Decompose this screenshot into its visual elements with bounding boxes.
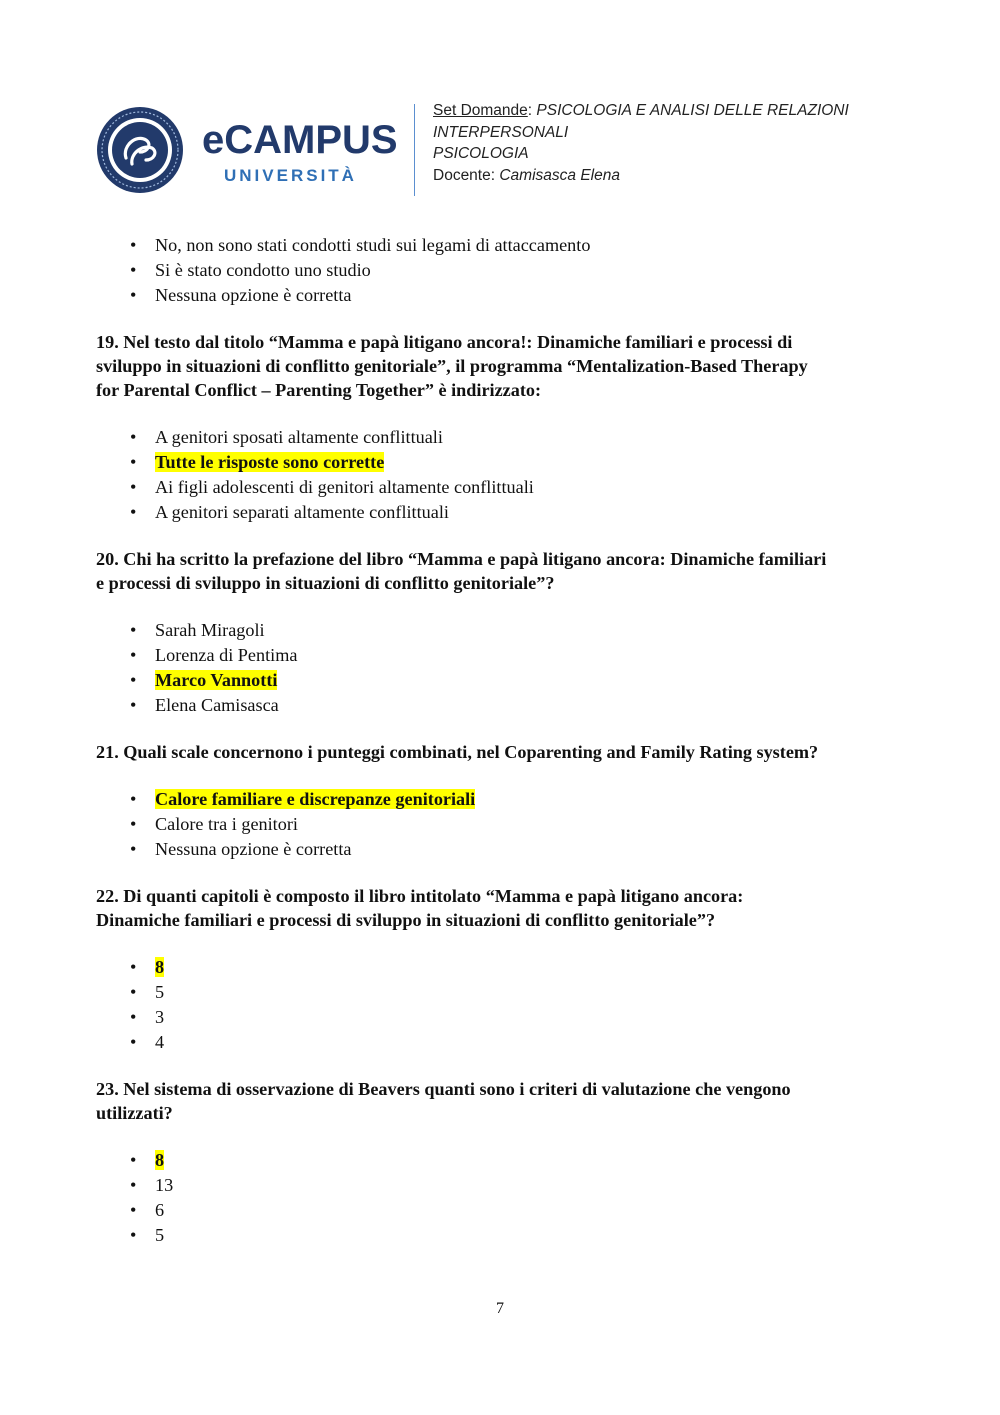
question-content <box>96 233 916 1248</box>
set-line-1: Set Domande: PSICOLOGIA E ANALISI DELLE RELAZIONI <box>433 102 849 119</box>
logo-sub-text: UNIVERSITÀ <box>224 166 357 185</box>
answer-option <box>96 693 916 718</box>
set-label: Set Domande <box>433 102 528 119</box>
answer-option <box>96 643 916 668</box>
question-line: 20. Chi ha scritto la prefazione del libro “Mamma e papà litigano ancora: Dinamiche familiari <box>96 549 827 569</box>
question-line: utilizzati? <box>96 1103 173 1123</box>
correct-answer-text: 8 <box>155 957 165 977</box>
correct-answer-text: Marco Vannotti <box>155 670 278 690</box>
options-21 <box>96 787 916 862</box>
answer-option-correct <box>96 1148 916 1173</box>
answer-option <box>96 980 916 1005</box>
answer-option-correct <box>96 787 916 812</box>
answer-text: A genitori sposati altamente conflittuali <box>155 427 443 447</box>
answer-option <box>96 283 916 308</box>
set-title-line1: PSICOLOGIA E ANALISI DELLE RELAZIONI <box>536 102 849 119</box>
correct-answer-text: 8 <box>155 1150 165 1170</box>
header-info <box>433 100 913 186</box>
question-22 <box>96 884 916 932</box>
ecampus-logo <box>202 118 402 188</box>
set-title-line2: INTERPERSONALI <box>433 123 569 141</box>
question-line: 23. Nel sistema di osservazione di Beavers quanti sono i criteri di valutazione che vengono <box>96 1079 791 1099</box>
correct-answer-text: Calore familiare e discrepanze genitoriali <box>155 789 476 809</box>
answer-option <box>96 233 916 258</box>
answer-text: 13 <box>155 1175 174 1195</box>
header-divider <box>414 104 415 196</box>
answer-text: 5 <box>155 1225 165 1245</box>
options-20 <box>96 618 916 718</box>
question-line: for Parental Conflict – Parenting Together” è indirizzato: <box>96 380 542 400</box>
question-21 <box>96 740 916 764</box>
question-19 <box>96 330 916 402</box>
answer-option-correct <box>96 668 916 693</box>
answer-text: 4 <box>155 1032 165 1052</box>
answer-text: 3 <box>155 1007 165 1027</box>
answer-text: 5 <box>155 982 165 1002</box>
answer-text: Elena Camisasca <box>155 695 279 715</box>
question-line: sviluppo in situazioni di conflitto genitoriale”, il programma “Mentalization-Based Therapy <box>96 356 808 376</box>
answer-option <box>96 1173 916 1198</box>
answer-option <box>96 618 916 643</box>
answer-text: Nessuna opzione è corretta <box>155 839 352 859</box>
answer-text: Sarah Miragoli <box>155 620 265 640</box>
answer-text: Lorenza di Pentima <box>155 645 298 665</box>
answer-option <box>96 812 916 837</box>
answer-option <box>96 837 916 862</box>
answer-text: 6 <box>155 1200 165 1220</box>
teacher-label: Docente: <box>433 166 496 184</box>
logo-brand-text: eCAMPUS <box>202 118 398 162</box>
answer-text: A genitori separati altamente conflittuali <box>155 502 449 522</box>
answer-text: Si è stato condotto uno studio <box>155 260 371 280</box>
answer-option <box>96 1198 916 1223</box>
options-23 <box>96 1148 916 1248</box>
answer-text: Nessuna opzione è corretta <box>155 285 352 305</box>
correct-answer-text: Tutte le risposte sono corrette <box>155 452 385 472</box>
carryover-options <box>96 233 916 308</box>
answer-text: Ai figli adolescenti di genitori altamente conflittuali <box>155 477 534 497</box>
answer-text: No, non sono stati condotti studi sui legami di attaccamento <box>155 235 591 255</box>
answer-option-correct <box>96 450 916 475</box>
page-header <box>96 100 916 200</box>
question-line: e processi di sviluppo in situazioni di conflitto genitoriale”? <box>96 573 555 593</box>
ecampus-seal-icon <box>96 106 184 194</box>
answer-text: Calore tra i genitori <box>155 814 298 834</box>
answer-option <box>96 425 916 450</box>
answer-option <box>96 475 916 500</box>
answer-option <box>96 258 916 283</box>
teacher-name: Camisasca Elena <box>499 166 620 184</box>
course-name: PSICOLOGIA <box>433 145 529 162</box>
question-line: Dinamiche familiari e processi di sviluppo in situazioni di conflitto genitoriale”? <box>96 910 716 930</box>
options-22 <box>96 955 916 1055</box>
answer-option <box>96 1030 916 1055</box>
answer-option <box>96 1005 916 1030</box>
question-line: 19. Nel testo dal titolo “Mamma e papà litigano ancora!: Dinamiche familiari e processi di <box>96 332 793 352</box>
page-number: 7 <box>496 1300 504 1317</box>
answer-option-correct <box>96 955 916 980</box>
question-20 <box>96 547 916 595</box>
answer-option <box>96 1223 916 1248</box>
teacher-line <box>433 165 913 187</box>
answer-option <box>96 500 916 525</box>
question-line: 22. Di quanti capitoli è composto il libro intitolato “Mamma e papà litigano ancora: <box>96 886 744 906</box>
question-23 <box>96 1077 916 1125</box>
question-line: 21. Quali scale concernono i punteggi combinati, nel Coparenting and Family Rating system? <box>96 742 819 762</box>
options-19 <box>96 425 916 525</box>
